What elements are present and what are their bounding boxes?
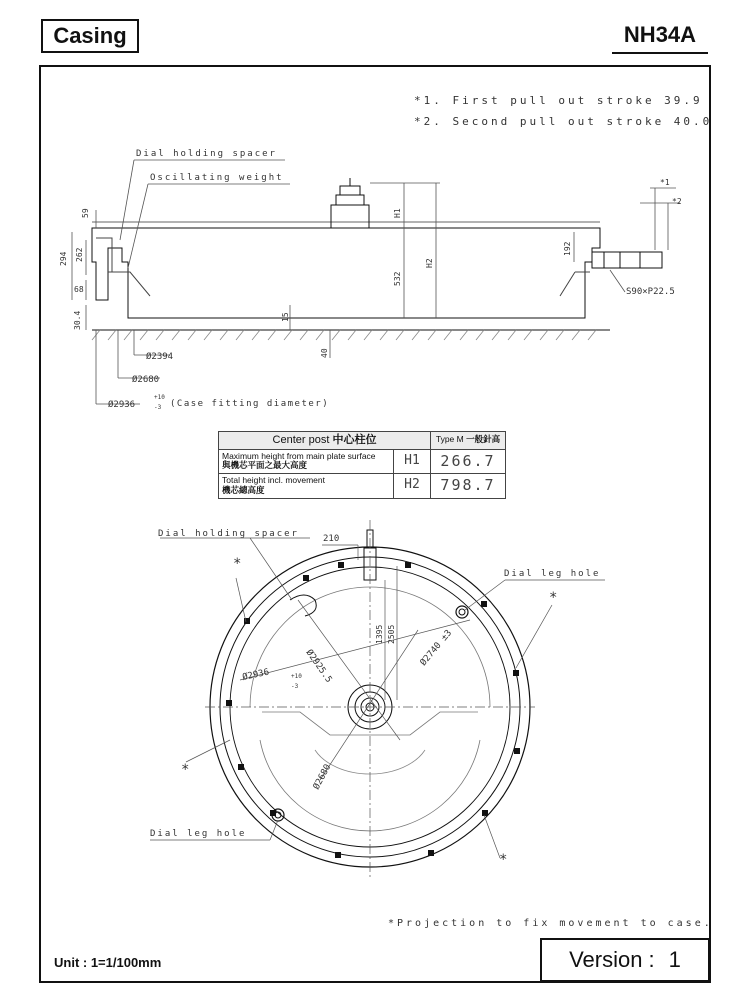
row-cjk: 機芯總高度	[222, 484, 265, 495]
table-title: Center post	[272, 434, 330, 446]
dim-dia-2936: Ø2936	[108, 400, 136, 410]
row-symbol: H1	[394, 449, 431, 474]
dim-30-4: 30.4	[73, 310, 82, 330]
mark-1: *1	[660, 178, 670, 187]
mark-2: *2	[672, 197, 682, 206]
side-dial-spacer-label: Dial holding spacer	[136, 149, 277, 159]
section-title: Casing	[41, 19, 139, 53]
table-type-label: Type M	[435, 434, 464, 445]
top-dial-spacer-label: Dial holding spacer	[158, 529, 299, 539]
dim-68: 68	[74, 285, 84, 294]
version-label: Version :	[569, 947, 655, 972]
dim-210: 210	[323, 534, 340, 544]
row-value: 798.7	[431, 474, 506, 499]
asterisk-mark: *	[499, 852, 508, 868]
asterisk-mark: *	[233, 556, 242, 572]
dim-dia-2394: Ø2394	[146, 352, 174, 362]
dim-tol-down-top: -3	[291, 683, 299, 690]
dial-leg-hole-top-label: Dial leg hole	[504, 569, 601, 579]
dim-532: 532	[393, 271, 402, 286]
case-fitting-label: (Case fitting diameter)	[170, 399, 330, 409]
note-second-stroke: *2. Second pull out stroke 40.0	[414, 115, 713, 128]
dim-40: 40	[320, 348, 329, 358]
dim-294: 294	[59, 251, 68, 266]
dim-s90: S90×P22.5	[626, 287, 675, 297]
dim-192: 192	[563, 241, 572, 256]
row-symbol: H2	[394, 474, 431, 499]
model-number: NH34A	[612, 22, 708, 54]
dim-dia-2740: Ø2740 ±3	[418, 628, 455, 668]
dim-262: 262	[75, 247, 84, 262]
version-value: 1	[668, 947, 681, 972]
dim-2505: 2505	[387, 624, 396, 644]
dim-tol-up: +10	[154, 394, 165, 401]
dim-dia-2925-5: Ø2925.5	[303, 647, 334, 685]
row-en: Maximum height from main plate surface	[222, 450, 376, 461]
dial-leg-hole-bottom-label: Dial leg hole	[150, 829, 247, 839]
table-title-cjk: 中心柱位	[332, 434, 377, 446]
dim-dia-2680-top: Ø2680	[311, 762, 334, 792]
dim-dia-2680: Ø2680	[132, 375, 160, 385]
dim-15: 15	[281, 312, 290, 322]
unit-label: Unit : 1=1/100mm	[54, 955, 162, 970]
version-box	[540, 938, 710, 982]
dim-h2: H2	[425, 258, 434, 268]
row-en: Total height incl. movement	[222, 475, 325, 486]
note-first-stroke: *1. First pull out stroke 39.9	[414, 94, 703, 107]
dim-dia-2936-top: Ø2936	[241, 667, 271, 683]
note-projection: *Projection to fix movement to case.	[388, 918, 713, 929]
dim-tol-up-top: +10	[291, 673, 302, 680]
dim-59: 59	[81, 208, 90, 218]
table-type-label-cjk: 一般針高	[466, 434, 501, 445]
oscillating-weight-label: Oscillating weight	[150, 173, 284, 183]
asterisk-mark: *	[549, 590, 558, 606]
row-value: 266.7	[431, 449, 506, 474]
dim-h1: H1	[393, 208, 402, 218]
row-cjk: 與機芯平面之最大高度	[222, 460, 308, 471]
asterisk-mark: *	[181, 762, 190, 778]
dim-1395: 1395	[375, 624, 384, 644]
dim-tol-down: -3	[154, 404, 162, 411]
